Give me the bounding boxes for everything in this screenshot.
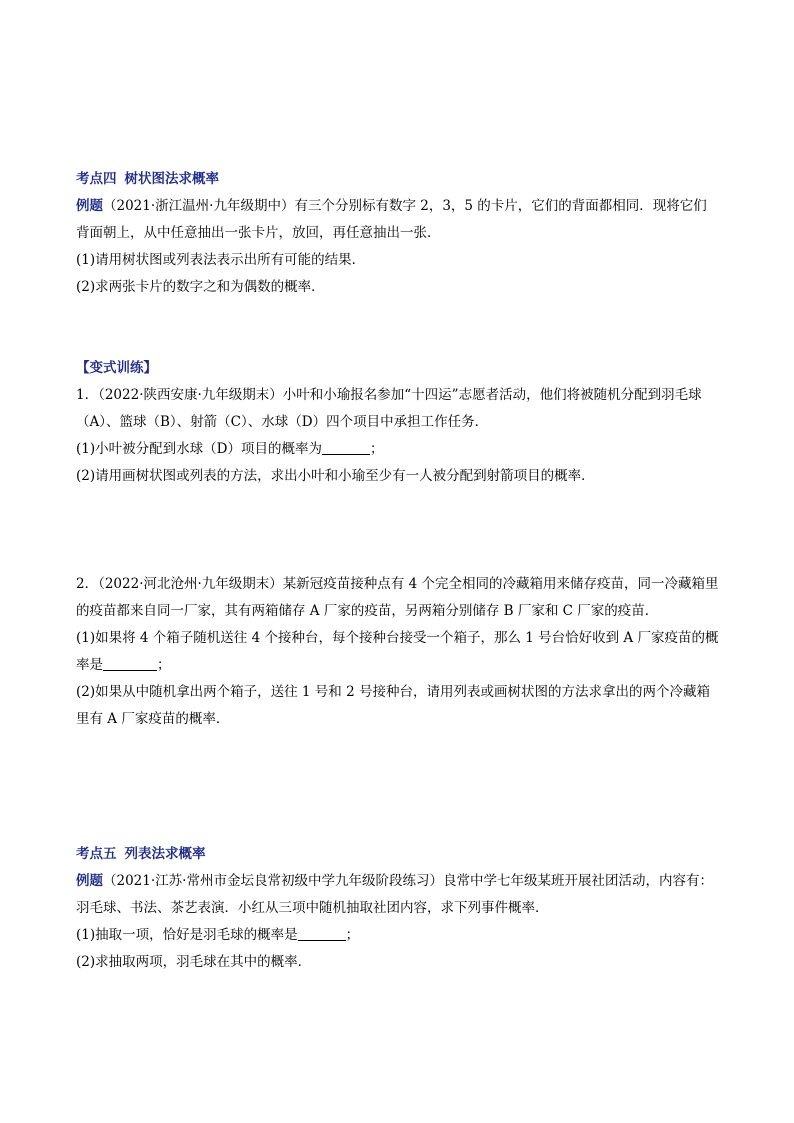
section5-title: 列表法求概率 — [124, 846, 206, 862]
problem1-line2: （A）、篮球（B）、射箭（C）、水球（D）四个项目中承担工作任务． — [76, 414, 489, 430]
problem1-q1-punct: ； — [369, 441, 384, 457]
problem2-question2-line1: (2)如果从中随机拿出两个箱子，送往 1 号和 2 号接种台，请用列表或画树状图的方法求拿出的两个冷藏箱 — [76, 684, 710, 700]
section4-example — [76, 193, 724, 220]
section5-example-label: 例题 — [76, 873, 103, 889]
section5-question1 — [76, 922, 724, 949]
problem1-question2: (2)请用画树状图或列表的方法，求出小叶和小瑜至少有一人被分配到射箭项目的概率． — [76, 468, 595, 484]
document-body — [76, 166, 724, 976]
answer-blank[interactable] — [298, 926, 346, 941]
problem2-question1-line2 — [76, 652, 724, 679]
problem2-question1-line1: (1)如果将 4 个箱子随机送往 4 个接种台，每个接种台接受一个箱子，那么 1 号台恰好收到 A 厂家疫苗的概 — [76, 630, 719, 646]
section5-heading — [76, 841, 724, 868]
problem1-q1-text: (1)小叶被分配到水球（D）项目的概率为 — [76, 441, 322, 457]
problem2-line1: 2．（2022·河北沧州·九年级期末）某新冠疫苗接种点有 4 个完全相同的冷藏箱用来储存疫苗，同一冷藏箱里 — [76, 576, 719, 592]
section4-heading — [76, 166, 724, 193]
section5-example — [76, 868, 724, 895]
section4-example-line1: （2021·浙江温州·九年级期中）有三个分别标有数字 2，3，5 的卡片，它们的背面都相同．现将它们 — [103, 198, 707, 214]
section5-question2: (2)求抽取两项，羽毛球在其中的概率． — [76, 954, 312, 970]
problem2-q1-punct: ； — [157, 657, 171, 673]
training-title: 【变式训练】 — [76, 360, 157, 376]
section4-number: 考点四 — [76, 171, 117, 187]
section5-example-line1: （2021·江苏·常州市金坛良常初级中学九年级阶段练习）良常中学七年级某班开展社团活动，内容有： — [103, 873, 713, 889]
section5-example-line2: 羽毛球、书法、茶艺表演．小红从三项中随机抽取社团内容，求下列事件概率． — [76, 900, 549, 916]
problem2-line2: 的疫苗都来自同一厂家，其有两箱储存 A 厂家的疫苗，另两箱分别储存 B 厂家和 C 厂家的疫苗． — [76, 603, 659, 619]
section4-question2: (2)求两张卡片的数字之和为偶数的概率． — [76, 279, 325, 295]
problem1-question1 — [76, 436, 724, 463]
answer-blank[interactable] — [322, 440, 370, 455]
section4-example-label: 例题 — [76, 198, 103, 214]
problem2-question2-line2: 里有 A 厂家疫苗的概率． — [76, 711, 230, 727]
section5-q1-text: (1)抽取一项，恰好是羽毛球的概率是 — [76, 927, 298, 943]
answer-blank[interactable] — [103, 656, 157, 671]
section5-number: 考点五 — [76, 846, 117, 862]
section4-title: 树状图法求概率 — [124, 171, 219, 187]
section4-question1: (1)请用树状图或列表法表示出所有可能的结果． — [76, 252, 366, 268]
problem1-line1: 1．（2022·陕西安康·九年级期末）小叶和小瑜报名参加“十四运”志愿者活动，他们将被随机分配到羽毛球 — [76, 387, 702, 403]
problem2-q1-text: 率是 — [76, 657, 103, 673]
section4-example-line2: 背面朝上，从中任意抽出一张卡片，放回，再任意抽出一张． — [76, 225, 441, 241]
section5-q1-punct: ； — [345, 927, 360, 943]
